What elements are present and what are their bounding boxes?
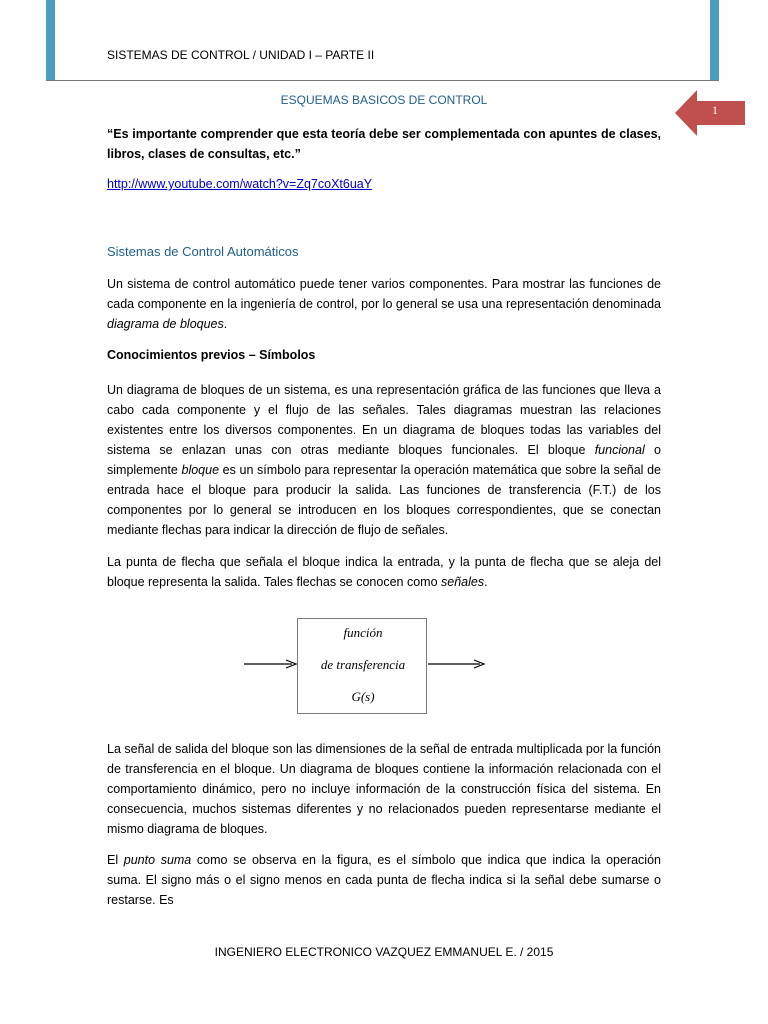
transfer-function-block: [297, 618, 427, 714]
running-head: SISTEMAS DE CONTROL / UNIDAD I – PARTE II: [107, 48, 375, 62]
paragraph-intro: Un sistema de control automático puede tener varios componentes. Para mostrar las funciones de cada componente en la ingeniería de control, por lo general se usa una representación denominada diagrama de bloques.: [107, 277, 661, 331]
block-label-transferencia: de transferencia: [320, 657, 406, 672]
youtube-link[interactable]: http://www.youtube.com/watch?v=Zq7coXt6uaY: [107, 177, 373, 191]
block-label-funcion: función: [343, 625, 383, 640]
paragraph-sum-point: El punto suma como se observa en la figura, es el símbolo que indica que indica la operación suma. El signo más o el signo menos en cada punta de flecha indica si la señal debe sumarse o restarse. Es: [107, 853, 661, 907]
header-rule: [46, 80, 719, 81]
section-heading: Sistemas de Control Automáticos: [107, 244, 299, 259]
page-footer: INGENIERO ELECTRONICO VAZQUEZ EMMANUEL E. / 2015: [214, 945, 554, 959]
quote-paragraph: “Es importante comprender que esta teoría debe ser complementada con apuntes de clases, libros, clases de consultas, etc.”: [107, 127, 661, 161]
paragraph-block-diagram: Un diagrama de bloques de un sistema, es una representación gráfica de las funciones que lleva a cabo cada componente y el flujo de las señales. Tales diagramas muestran las relaciones existentes entre los diversos componentes. En un diagrama de bloques todas las variables del sistema se enlazan unas con otras mediante bloques funcionales. El bloque funcional o simplemente bloque es un símbolo para representar la operación matemática que sobre la señal de entrada hace el bloque para producir la salida. Las funciones de transferencia (F.T.) de los componentes por lo general se introducen en los bloques correspondientes, que se conectan mediante flechas para indicar la dirección de flujo de señales.: [107, 383, 661, 537]
paragraph-arrows: La punta de flecha que señala el bloque indica la entrada, y la punta de flecha que se aleja del bloque representa la salida. Tales flechas se conocen como señales.: [107, 555, 661, 589]
left-accent-bar: [46, 0, 55, 80]
subheading-symbols: Conocimientos previos – Símbolos: [107, 348, 316, 362]
paragraph-output-signal: La señal de salida del bloque son las dimensiones de la señal de entrada multiplicada por la función de transferencia en el bloque. Un diagrama de bloques contiene la información relacionada con el comportamiento dinámico, pero no incluye información de la construcción física del sistema. En consecuencia, muchos sistemas diferentes y no relacionados pueden representarse mediante el mismo diagrama de bloques.: [107, 742, 661, 836]
right-accent-bar: [710, 0, 719, 80]
block-diagram: [240, 614, 500, 720]
block-label-gs: G(s): [351, 689, 375, 704]
page-number: 1: [712, 103, 718, 117]
document-title: ESQUEMAS BASICOS DE CONTROL: [280, 93, 488, 107]
